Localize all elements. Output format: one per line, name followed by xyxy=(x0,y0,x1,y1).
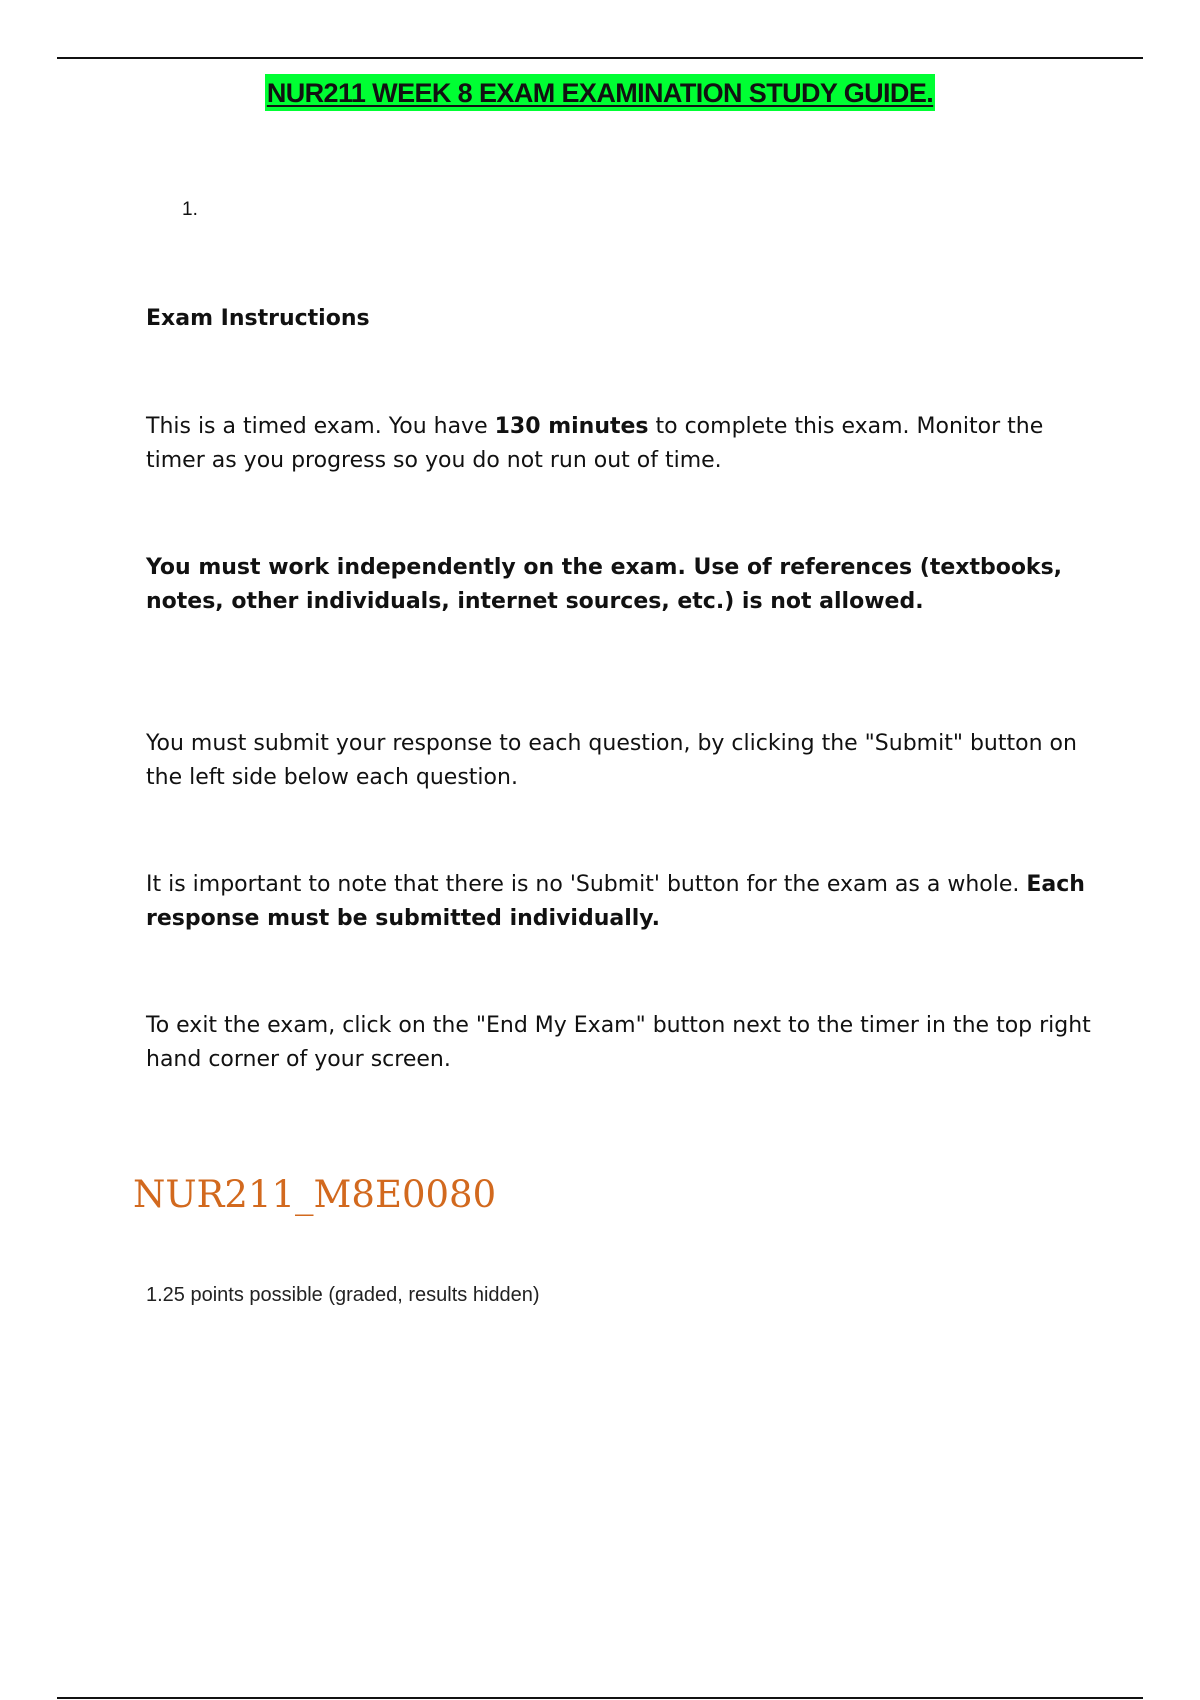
exit-exam-paragraph: To exit the exam, click on the "End My Exam" button next to the timer in the top right hand corner of your screen. xyxy=(146,1013,1091,1072)
points-possible: 1.25 points possible (graded, results hidden) xyxy=(146,1284,540,1306)
question-id: NUR211_M8E0080 xyxy=(133,1173,497,1216)
list-number: 1. xyxy=(182,199,198,220)
timed-exam-text-start: This is a timed exam. You have xyxy=(146,414,495,439)
timed-exam-paragraph xyxy=(146,410,1096,478)
top-rule xyxy=(57,57,1143,59)
no-submit-text: It is important to note that there is no 'Submit' button for the exam as a whole. xyxy=(146,872,1027,897)
exam-instructions-heading: Exam Instructions xyxy=(146,306,370,331)
document-title: NUR211 WEEK 8 EXAM EXAMINATION STUDY GUIDE. xyxy=(265,74,935,111)
submit-response-paragraph: You must submit your response to each question, by clicking the "Submit" button on the left side below each question. xyxy=(146,731,1077,790)
exam-duration: 130 minutes xyxy=(494,414,649,439)
submit-individually-text: Each response must be submitted individually. xyxy=(146,872,1085,931)
title-container xyxy=(0,74,1200,111)
no-submit-button-paragraph xyxy=(146,868,1096,936)
independent-work-paragraph: You must work independently on the exam. Use of references (textbooks, notes, other individuals, internet sources, etc.) is not allowed. xyxy=(146,555,1063,614)
timed-exam-text-end: to complete this exam. Monitor the timer as you progress so you do not run out of time. xyxy=(146,414,1044,473)
bottom-rule xyxy=(57,1697,1143,1699)
